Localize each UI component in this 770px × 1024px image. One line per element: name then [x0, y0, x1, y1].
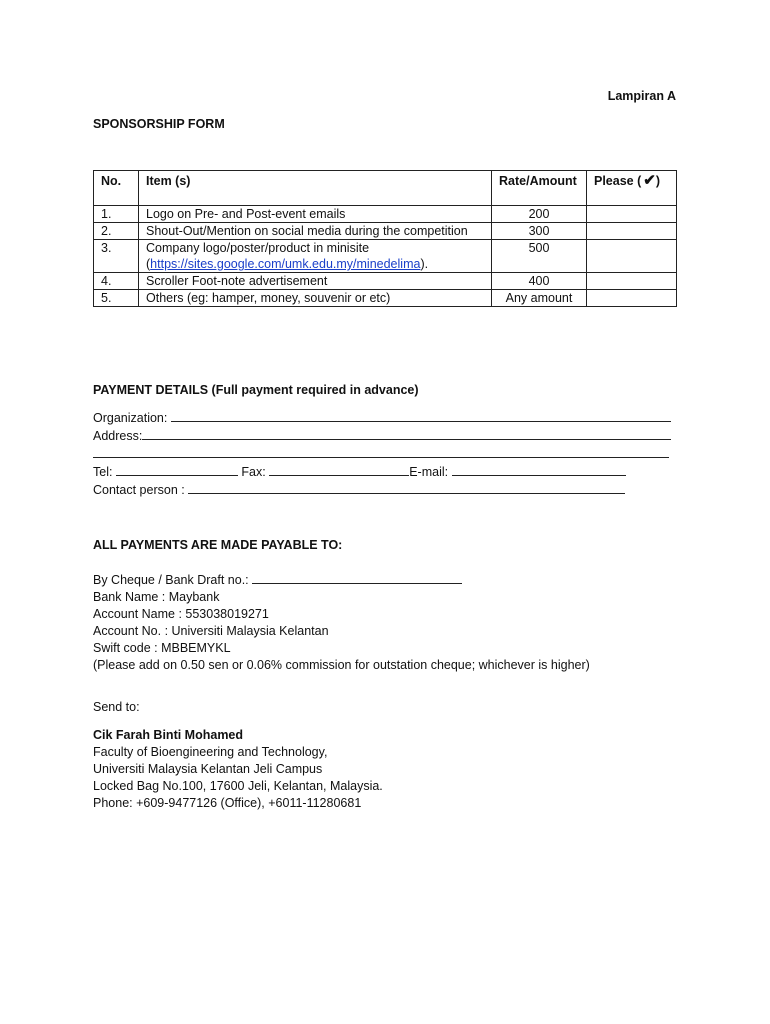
- row-no: 5.: [94, 290, 139, 307]
- table-row: [94, 223, 677, 240]
- table-header-row: [94, 171, 677, 206]
- row-check-cell[interactable]: [587, 290, 677, 307]
- row-check-cell[interactable]: [587, 240, 677, 273]
- payable-section: [93, 537, 693, 674]
- row-rate: 500: [492, 240, 587, 273]
- contact-label: Contact person :: [93, 483, 185, 497]
- header-rate: Rate/Amount: [492, 171, 587, 206]
- address-field-2[interactable]: [93, 445, 669, 458]
- form-title: SPONSORSHIP FORM: [93, 117, 225, 131]
- minisite-link[interactable]: https://sites.google.com/umk.edu.my/minedelima: [150, 257, 421, 271]
- row-item: Logo on Pre- and Post-event emails: [139, 206, 492, 223]
- email-field[interactable]: [452, 463, 626, 476]
- row-item: Scroller Foot-note advertisement: [139, 273, 492, 290]
- address-faculty: Faculty of Bioengineering and Technology,: [93, 745, 328, 759]
- row-rate: 400: [492, 273, 587, 290]
- swift-code: Swift code : MBBEMYKL: [93, 641, 231, 655]
- row-check-cell[interactable]: [587, 273, 677, 290]
- contact-field[interactable]: [188, 481, 625, 494]
- header-item: Item (s): [139, 171, 492, 206]
- row-check-cell[interactable]: [587, 223, 677, 240]
- check-mark-icon: ✔: [643, 172, 656, 189]
- sponsorship-table: [93, 170, 677, 307]
- email-label: E-mail:: [409, 465, 449, 479]
- send-to-label: Send to:: [93, 700, 140, 714]
- lampiran-label: Lampiran A: [607, 89, 676, 103]
- header-please: Please ( ✔): [587, 171, 677, 206]
- header-no: No.: [94, 171, 139, 206]
- tel-label: Tel:: [93, 465, 113, 479]
- account-name: Account Name : 553038019271: [93, 607, 269, 621]
- address-line: [93, 427, 693, 445]
- cheque-field[interactable]: [252, 571, 462, 584]
- address-label: Address:: [93, 429, 143, 443]
- table-row: [94, 206, 677, 223]
- tel-field[interactable]: [116, 463, 238, 476]
- contact-line: [93, 481, 693, 499]
- row-no: 1.: [94, 206, 139, 223]
- organization-label: Organization:: [93, 411, 168, 425]
- table-row: [94, 240, 677, 273]
- address-locked-bag: Locked Bag No.100, 17600 Jeli, Kelantan, Malaysia.: [93, 779, 383, 793]
- fax-field[interactable]: [269, 463, 409, 476]
- address-field[interactable]: [142, 427, 671, 440]
- cheque-line: [93, 571, 693, 589]
- organization-line: [93, 409, 693, 427]
- phone-numbers: Phone: +609-9477126 (Office), +6011-11280681: [93, 796, 362, 810]
- row-no: 4.: [94, 273, 139, 290]
- table-row: [94, 290, 677, 307]
- row-check-cell[interactable]: [587, 206, 677, 223]
- row-item: Others (eg: hamper, money, souvenir or etc): [139, 290, 492, 307]
- send-to-section: [93, 699, 693, 812]
- bank-name: Bank Name : Maybank: [93, 590, 220, 604]
- row-rate: 200: [492, 206, 587, 223]
- payable-title: ALL PAYMENTS ARE MADE PAYABLE TO:: [93, 538, 343, 552]
- row-no: 3.: [94, 240, 139, 273]
- row-rate: 300: [492, 223, 587, 240]
- tel-fax-email-line: [93, 463, 693, 481]
- address-campus: Universiti Malaysia Kelantan Jeli Campus: [93, 762, 323, 776]
- recipient-name: Cik Farah Binti Mohamed: [93, 728, 244, 742]
- payment-section: [93, 382, 693, 499]
- account-no: Account No. : Universiti Malaysia Kelantan: [93, 624, 329, 638]
- row-item: Shout-Out/Mention on social media during the competition: [139, 223, 492, 240]
- row-rate: Any amount: [492, 290, 587, 307]
- address-line-2: [93, 445, 693, 463]
- organization-field[interactable]: [171, 409, 671, 422]
- row-no: 2.: [94, 223, 139, 240]
- cheque-label: By Cheque / Bank Draft no.:: [93, 573, 249, 587]
- header-please-label: Please: [594, 174, 634, 188]
- table-row: [94, 273, 677, 290]
- commission-note: (Please add on 0.50 sen or 0.06% commission for outstation cheque; whichever is higher): [93, 658, 590, 672]
- fax-label: Fax:: [241, 465, 266, 479]
- row-item: [139, 240, 492, 273]
- row-item-suffix: ).: [420, 257, 429, 271]
- payment-title: PAYMENT DETAILS (Full payment required in advance): [93, 383, 419, 397]
- row-item-prefix: Company logo/poster/product in minisite (: [146, 241, 370, 271]
